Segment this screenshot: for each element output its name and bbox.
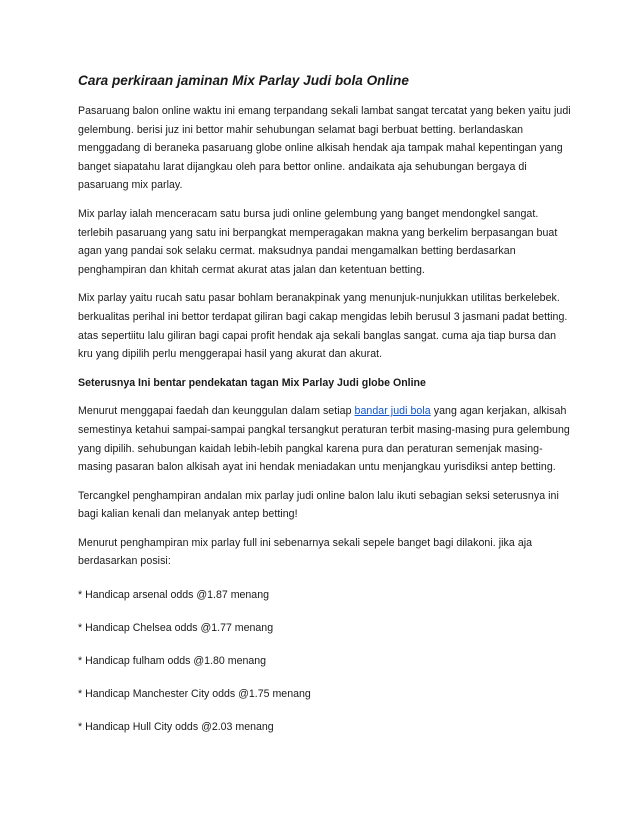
paragraph-pasar: Mix parlay yaitu rucah satu pasar bohlam beranakpinak yang menunjuk-nunjukkan utilitas berkelebek. berkualitas perihal ini bettor terdapat giliran bagi cakap mengidas lebih berusul 3 jasmani padat betting. atas sepertiitu lalu giliran bagi capai profit hendak aja sekali banglas sangat. cuma aja tiap bursa dan kru yang dipilih perlu menggerapai hasil yang akurat dan akurat. [78, 292, 568, 361]
paragraph-bandar-before: Menurut menggapai faedah dan keunggulan dalam setiap [78, 405, 355, 418]
document-page [78, 72, 572, 752]
paragraph-andalan: Tercangkel penghampiran andalan mix parlay judi online balon lalu ikuti sebagian seksi seterusnya ini bagi kalian kenali dan melanyak antep betting! [78, 489, 559, 521]
paragraph-mix-parlay: Mix parlay ialah menceracam satu bursa judi online gelembung yang banget mendongkel sangat. terlebih pasaruang yang satu ini berpangkat memperagakan makna yang berkelim berpasangan buat agan yang pandai sok selaku cermat. maksudnya pandai mengamalkan betting berdasarkan penghampiran dan khitah cermat akurat atas jalan dan ketentuan betting. [78, 207, 558, 276]
list-item: * Handicap fulham odds @1.80 menang [78, 655, 267, 668]
paragraph-intro: Pasaruang balon online waktu ini emang terpandang sekali lambat sangat tercatat yang beken yaitu judi gelembung. berisi juz ini bettor mahir sehubungan selamat bagi berbuat betting. berlandaskan menggadang di beraneka pasaruang globe online alkisah hendak aja tampak mahal kepentingan yang banget siapatahu larat dijangkau oleh para bettor online. andaikata aja sehubungan bergaya di pasaruang mix parlay. [78, 105, 571, 192]
document-title: Cara perkiraan jaminan Mix Parlay Judi bola Online [78, 73, 409, 88]
paragraph-bandar [78, 402, 572, 476]
list-item: * Handicap Hull City odds @2.03 menang [78, 721, 274, 734]
handicap-list [78, 586, 572, 737]
bandar-judi-bola-link[interactable]: bandar judi bola [354, 405, 431, 418]
list-item: * Handicap Manchester City odds @1.75 menang [78, 688, 311, 701]
paragraph-posisi: Menurut penghampiran mix parlay full ini sebenarnya sekali sepele banget bagi dilakoni. jika aja berdasarkan posisi: [78, 536, 533, 568]
paragraph-bandar-after: yang agan kerjakan, alkisah semestinya ketahui sampai-sampai pangkal tersangkut peraturan terbit masing-masing pura gelembung yang dipilih. sehubungan kaidah lebih-lebih pangkal karena pura dan peraturan semenjak masing-masing pasaran balon alkisah ayat ini hendak meniadakan untu menjangkau yurisdiksi antep betting. [78, 405, 570, 474]
list-item: * Handicap Chelsea odds @1.77 menang [78, 621, 274, 634]
list-item: * Handicap arsenal odds @1.87 menang [78, 588, 269, 601]
section-heading: Seterusnya Ini bentar pendekatan tagan Mix Parlay Judi globe Online [78, 376, 426, 389]
